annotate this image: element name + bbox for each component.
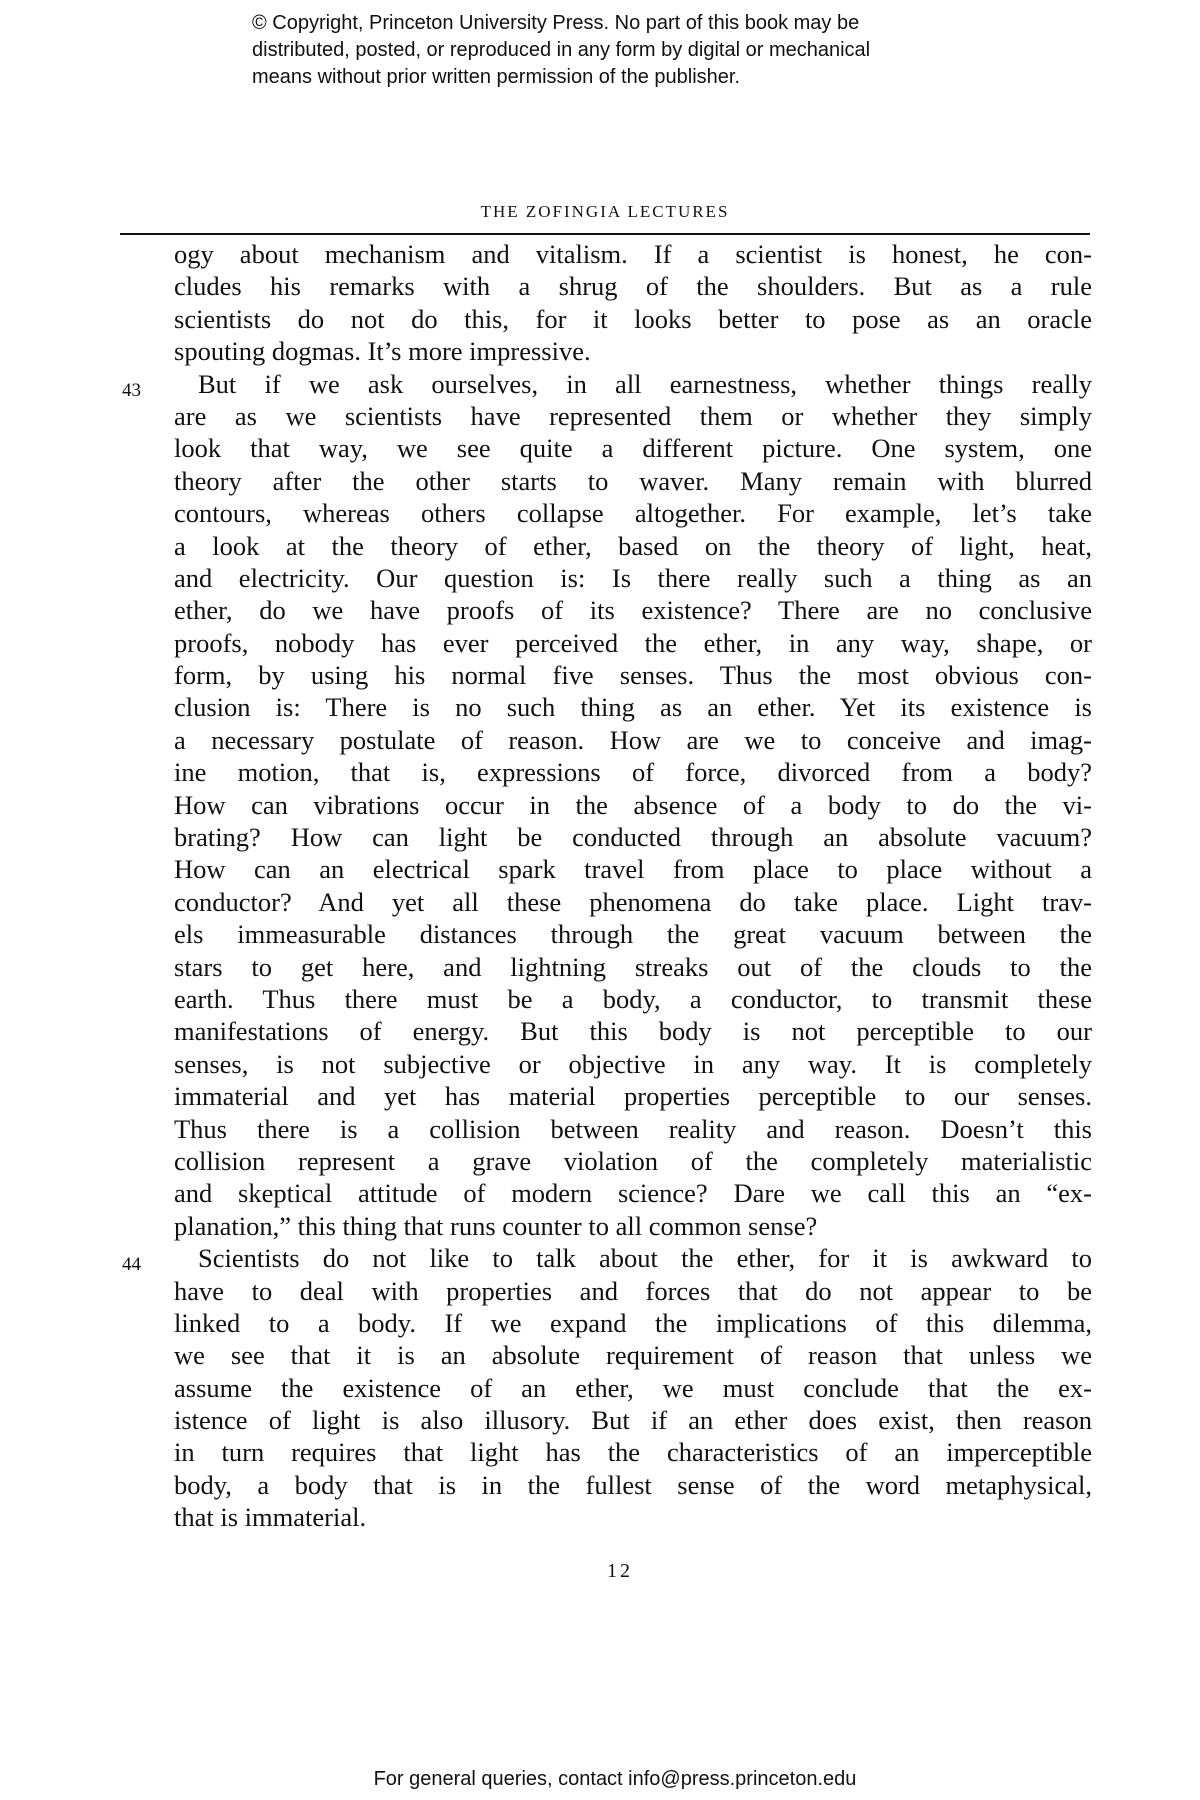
text-line: How can vibrations occur in the absence of a body to do the vi- xyxy=(174,789,1092,820)
text-line: linked to a body. If we expand the implications of this dilemma, xyxy=(174,1307,1092,1338)
copyright-notice xyxy=(252,10,1012,91)
text-line: istence of light is also illusory. But if an ether does exist, then reason xyxy=(174,1405,1092,1436)
paragraph-number: 44 xyxy=(122,1254,141,1275)
text-line: form, by using his normal five senses. Thus the most obvious con- xyxy=(174,660,1092,691)
text-line: earth. Thus there must be a body, a conductor, to transmit these xyxy=(174,983,1092,1014)
text-line: a look at the theory of ether, based on the theory of light, heat, xyxy=(174,530,1092,561)
text-line: look that way, we see quite a different picture. One system, one xyxy=(174,433,1092,464)
text-line: ine motion, that is, expressions of force, divorced from a body? xyxy=(174,757,1092,788)
page-number: 12 xyxy=(607,1560,633,1582)
text-line: a necessary postulate of reason. How are we to conceive and imag- xyxy=(174,724,1092,755)
text-line: spouting dogmas. It’s more impressive. xyxy=(174,336,591,367)
text-line: contours, whereas others collapse altogether. For example, let’s take xyxy=(174,498,1092,529)
text-line: scientists do not do this, for it looks better to pose as an oracle xyxy=(174,303,1092,334)
text-line: and skeptical attitude of modern science? Dare we call this an “ex- xyxy=(174,1178,1092,1209)
text-line: planation,” this thing that runs counter to all common sense? xyxy=(174,1210,818,1241)
copyright-line: means without prior written permission of the publisher. xyxy=(252,66,741,88)
text-line: are as we scientists have represented them or whether they simply xyxy=(174,400,1092,431)
text-line: immaterial and yet has material properties perceptible to our senses. xyxy=(174,1081,1092,1112)
text-line: stars to get here, and lightning streaks out of the clouds to the xyxy=(174,951,1092,982)
text-line: and electricity. Our question is: Is there really such a thing as an xyxy=(174,562,1092,593)
footer-contact: For general queries, contact info@press.princeton.edu xyxy=(373,1768,857,1790)
body-text xyxy=(174,238,1092,1534)
text-line: clusion is: There is no such thing as an ether. Yet its existence is xyxy=(174,692,1092,723)
text-line: Scientists do not like to talk about the ether, for it is awkward to xyxy=(198,1243,1092,1274)
text-line: assume the existence of an ether, we must conclude that the ex- xyxy=(174,1372,1092,1403)
copyright-line: © Copyright, Princeton University Press. No part of this book may be xyxy=(252,12,860,34)
text-line: Thus there is a collision between reality and reason. Doesn’t this xyxy=(174,1113,1092,1144)
text-line: els immeasurable distances through the great vacuum between the xyxy=(174,919,1092,950)
text-line: brating? How can light be conducted through an absolute vacuum? xyxy=(174,822,1092,853)
text-line: cludes his remarks with a shrug of the shoulders. But as a rule xyxy=(174,271,1092,302)
text-line: ether, do we have proofs of its existence? There are no conclusive xyxy=(174,595,1092,626)
text-line: theory after the other starts to waver. Many remain with blurred xyxy=(174,465,1092,496)
text-line: But if we ask ourselves, in all earnestness, whether things really xyxy=(198,368,1092,399)
text-line: have to deal with properties and forces that do not appear to be xyxy=(174,1275,1092,1306)
running-head: THE ZOFINGIA LECTURES xyxy=(480,202,730,221)
header-rule xyxy=(120,233,1090,235)
text-line: conductor? And yet all these phenomena do take place. Light trav- xyxy=(174,886,1092,917)
text-line: senses, is not subjective or objective in any way. It is completely xyxy=(174,1048,1092,1079)
text-line: manifestations of energy. But this body is not perceptible to our xyxy=(174,1016,1092,1047)
text-line: that is immaterial. xyxy=(174,1502,367,1533)
text-line: body, a body that is in the fullest sense of the word metaphysical, xyxy=(174,1469,1092,1500)
text-line: we see that it is an absolute requirement of reason that unless we xyxy=(174,1340,1092,1371)
text-line: collision represent a grave violation of the completely materialistic xyxy=(174,1145,1092,1176)
text-line: How can an electrical spark travel from place to place without a xyxy=(174,854,1092,885)
paragraph-number: 43 xyxy=(122,380,141,401)
text-line: ogy about mechanism and vitalism. If a scientist is honest, he con- xyxy=(174,239,1092,269)
text-line: in turn requires that light has the characteristics of an imperceptible xyxy=(174,1437,1092,1468)
copyright-line: distributed, posted, or reproduced in any form by digital or mechanical xyxy=(252,39,871,61)
text-line: proofs, nobody has ever perceived the ether, in any way, shape, or xyxy=(174,627,1092,658)
